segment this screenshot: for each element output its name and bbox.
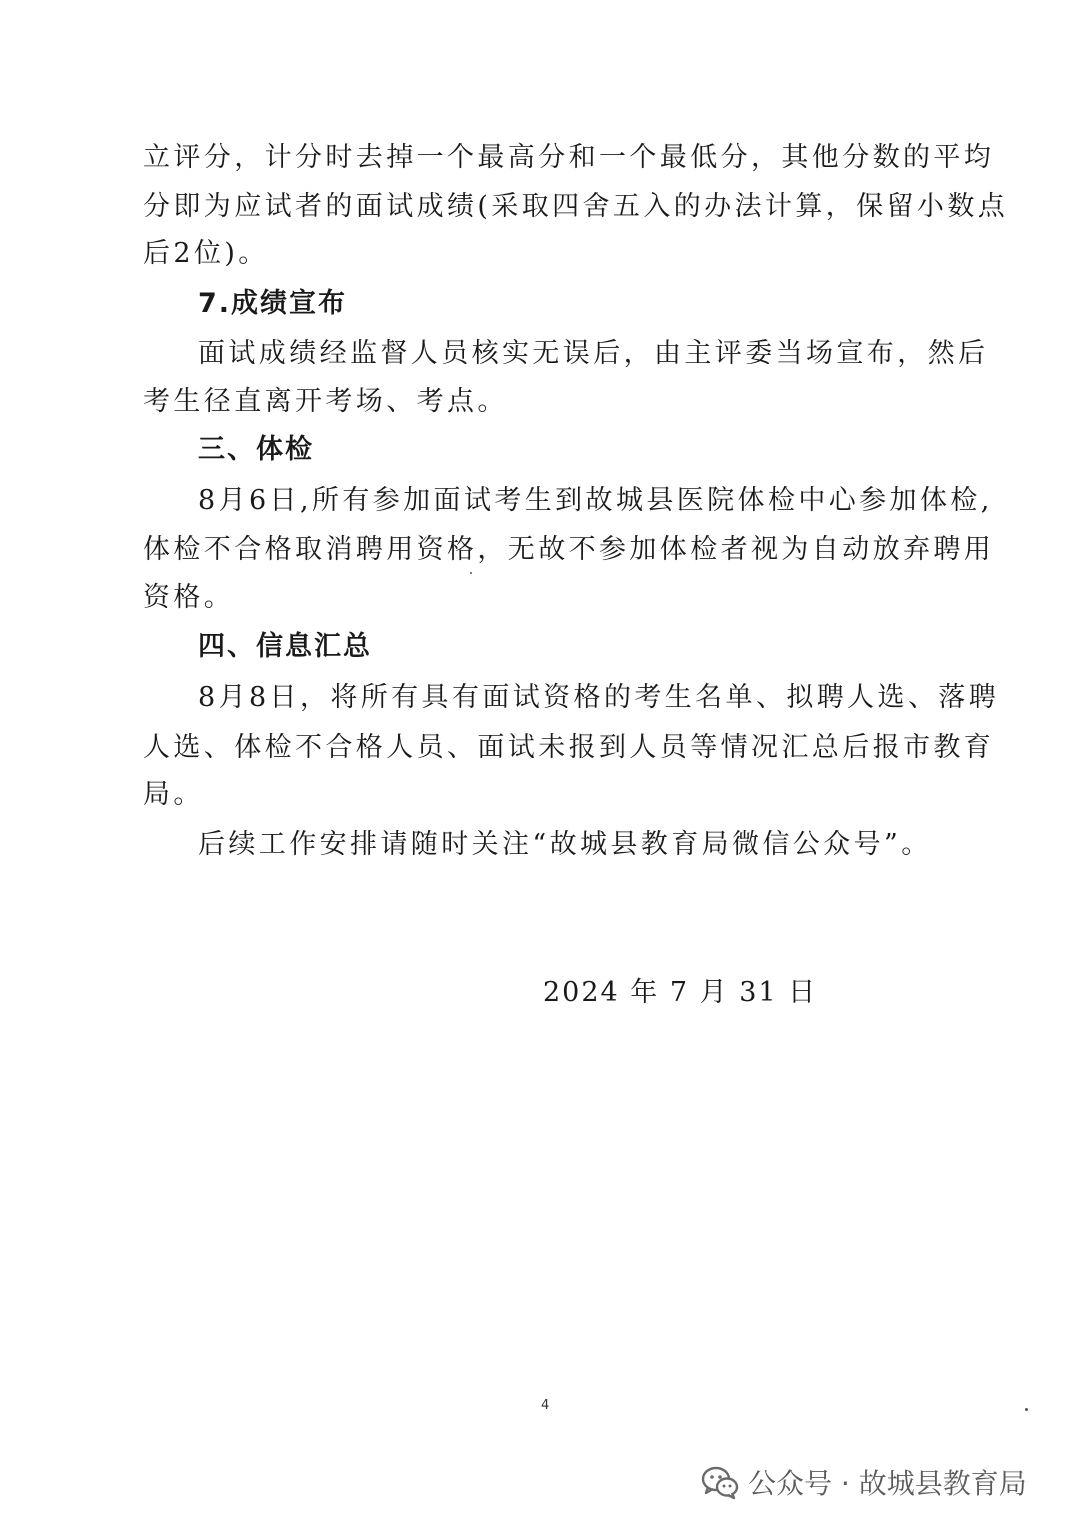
- scan-speck: [1025, 1408, 1028, 1411]
- wechat-icon: [700, 1462, 740, 1502]
- page-number: 4: [541, 1398, 550, 1413]
- paragraph-line: 8月6日,所有参加面试考生到故城县医院体检中心参加体检,: [198, 485, 993, 516]
- document-date: 2024 年 7 月 31 日: [543, 977, 818, 1008]
- paragraph-line: 分即为应试者的面试成绩(采取四舍五入的办法计算，保留小数点: [143, 191, 1009, 222]
- section-heading-4: 四、信息汇总: [198, 631, 372, 662]
- paragraph-line: 局。: [143, 779, 204, 810]
- paragraph-line: 立评分，计分时去掉一个最高分和一个最低分，其他分数的平均: [143, 142, 995, 173]
- paragraph-line: 体检不合格取消聘用资格，无故不参加体检者视为自动放弃聘用: [143, 534, 995, 565]
- paragraph-line: 后2位)。: [143, 238, 269, 269]
- paragraph-line: 后续工作安排请随时关注“故城县教育局微信公众号”。: [198, 829, 932, 860]
- watermark-text: 公众号 · 故城县教育局: [748, 1467, 1027, 1500]
- section-heading-3: 三、体检: [198, 434, 314, 465]
- paragraph-line: 8月8日，将所有具有面试资格的考生名单、拟聘人选、落聘: [198, 682, 1000, 713]
- paragraph-line: 资格。: [143, 582, 235, 613]
- paragraph-line: 考生径直离开考场、考点。: [143, 386, 508, 417]
- section-heading-7: 7.成绩宣布: [198, 288, 348, 319]
- paragraph-line: 面试成绩经监督人员核实无误后，由主评委当场宣布，然后: [198, 338, 989, 369]
- scan-speck: [470, 572, 472, 574]
- watermark: [700, 1462, 1027, 1502]
- paragraph-line: 人选、体检不合格人员、面试未报到人员等情况汇总后报市教育: [143, 732, 995, 763]
